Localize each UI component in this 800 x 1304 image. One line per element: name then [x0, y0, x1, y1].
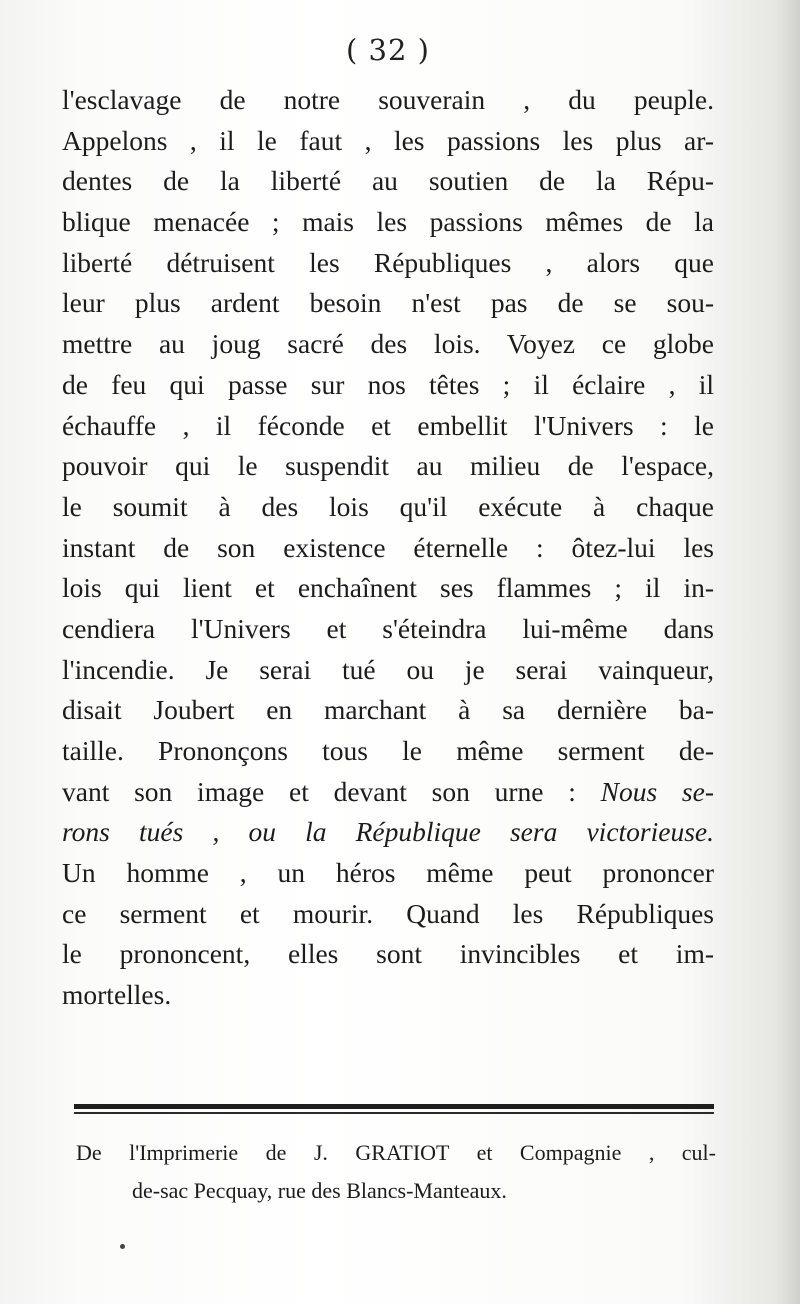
text-line-12: instant de son existence éternelle : ôtez-lui les	[62, 531, 714, 563]
text-line-21: ce serment et mourir. Quand les Républiques	[62, 897, 714, 929]
text-line-10: pouvoir qui le suspendit au milieu de l'espace,	[62, 450, 714, 482]
text-line-18	[62, 772, 714, 813]
text-line-19	[62, 812, 714, 853]
text-line-5: liberté détruisent les Républiques , alors que	[62, 246, 714, 278]
footer-rule-thin	[74, 1112, 714, 1114]
text-line-3: dentes de la liberté au soutien de la Répu-	[62, 165, 714, 197]
text-line-22: le prononcent, elles sont invincibles et im-	[62, 938, 714, 970]
text-line-11: le soumit à des lois qu'il exécute à chaque	[62, 490, 714, 522]
page-number: ( 32 )	[346, 33, 430, 67]
text-line-20: Un homme , un héros même peut prononcer	[62, 857, 714, 889]
text-line-6: leur plus ardent besoin n'est pas de se sou-	[62, 287, 714, 319]
footer-rule-thick	[74, 1104, 714, 1109]
text-line-4: blique menacée ; mais les passions mêmes de la	[62, 206, 714, 238]
imprint-line-1: De l'Imprimerie de J. GRATIOT et Compagnie , cul-	[76, 1140, 716, 1165]
ink-speck	[120, 1244, 125, 1249]
text-line-13: lois qui lient et enchaînent ses flammes ; il in-	[62, 572, 714, 604]
text-line-15: l'incendie. Je serai tué ou je serai vainqueur,	[62, 653, 714, 685]
imprint	[76, 1134, 716, 1210]
body-text	[62, 80, 714, 1016]
text-line-16: disait Joubert en marchant à sa dernière ba-	[62, 694, 714, 726]
text-line-7: mettre au joug sacré des lois. Voyez ce globe	[62, 328, 714, 360]
text-line-8: de feu qui passe sur nos têtes ; il éclaire , il	[62, 368, 714, 400]
text-line-18-plain: vant son image et devant son urne :	[62, 775, 601, 807]
text-line-9: échauffe , il féconde et embellit l'Univers : le	[62, 409, 714, 441]
text-line-1: l'esclavage de notre souverain , du peuple.	[62, 84, 714, 115]
text-line-2: Appelons , il le faut , les passions les plus ar-	[62, 124, 714, 156]
text-line-17: taille. Prononçons tous le même serment de-	[62, 735, 714, 766]
text-line-23: mortelles.	[62, 979, 172, 1011]
text-line-19-italic: rons tués , ou la République sera victorieuse.	[62, 816, 714, 848]
text-line-18-italic: Nous se-	[600, 775, 714, 807]
text-line-14: cendiera l'Univers et s'éteindra lui-même dans	[62, 612, 714, 644]
imprint-line-2: de-sac Pecquay, rue des Blancs-Manteaux.	[132, 1178, 507, 1203]
